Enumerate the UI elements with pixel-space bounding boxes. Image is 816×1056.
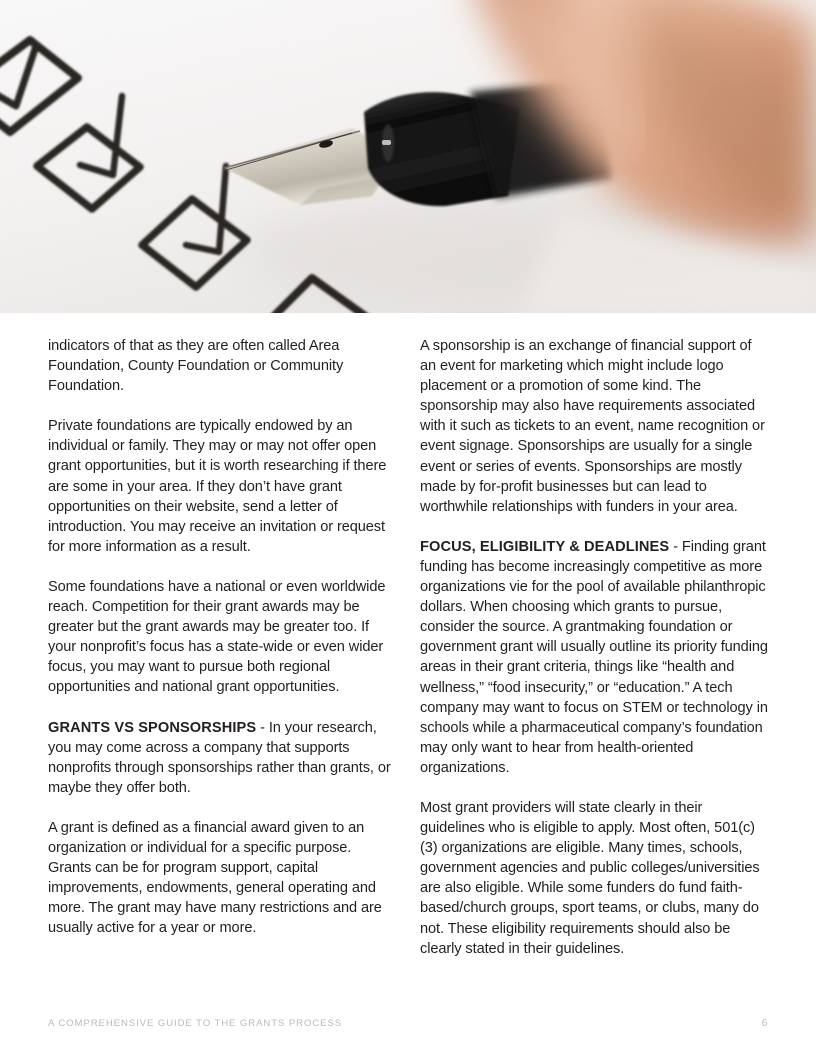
footer-document-title: A COMPREHENSIVE GUIDE TO THE GRANTS PROCESS	[48, 1018, 343, 1029]
paragraph: A grant is defined as a financial award given to an organization or individual for a specific purpose. Grants can be for program support, capital improvements, endowments, general operating and more. The grant may have many restrictions and are usually active for a year or more.	[48, 819, 382, 937]
section-heading-paragraph	[420, 537, 768, 778]
paragraph: Private foundations are typically endowed by an individual or family. They may or may not offer open grant opportunities, but it is worth researching if there are some in your area. If they don’t have grant opportunities on their website, send a letter of introduction. You may receive an invitation or request for more information as a result.	[48, 418, 387, 555]
section-heading-grants-vs-sponsorships: GRANTS VS SPONSORSHIPS	[48, 719, 257, 736]
left-column	[48, 336, 396, 959]
paragraph: Some foundations have a national or even worldwide reach. Competition for their grant awards may be greater but the grant awards may be greater too. If your nonprofit’s focus has a state-wide or even wider focus, you may want to pursue both regional opportunities and national grant opportunities.	[48, 578, 386, 696]
hero-image	[0, 0, 816, 313]
section-heading-focus-eligibility-deadlines: FOCUS, ELIGIBILITY & DEADLINES	[420, 538, 670, 555]
paragraph: A sponsorship is an exchange of financial support of an event for marketing which might include logo placement or a promotion of some kind. The sponsorship may also have requirements associated with it such as tickets to an event, name recognition or event signage. Sponsorships are usually for a single event or series of events. Sponsorships are mostly made by for-profit businesses but can lead to worthwhile relationships with funders in your area.	[420, 338, 765, 515]
pen-trim-ring	[382, 140, 391, 145]
paragraph: indicators of that as they are often called Area Foundation, County Foundation or Community Foundation.	[48, 338, 344, 395]
footer-page-number: 6	[761, 1017, 768, 1029]
right-column	[420, 336, 768, 959]
fountain-pen-checkbox-illustration	[0, 0, 816, 313]
page-footer	[48, 1017, 768, 1029]
article-body	[48, 336, 768, 959]
paragraph: Most grant providers will state clearly in their guidelines who is eligible to apply. Most often, 501(c)(3) organizations are eligible. Many times, schools, government agencies and public colleges/universities are also eligible. While some funders do fund faith-based/church groups, sport teams, or clubs, many do not. These eligibility requirements should also be clearly stated in their guidelines.	[420, 799, 760, 957]
section-heading-body: - In your research, you may come across a company that supports nonprofits through sponsorships rather than grants, or maybe they offer both.	[48, 719, 391, 796]
section-heading-paragraph	[48, 718, 396, 798]
section-heading-body: - Finding grant funding has become increasingly competitive as more organizations vie for the pool of available philanthropic dollars. When choosing which grants to pursue, consider the source. A grantmaking foundation or government grant will usually outline its priority funding areas in their grant criteria, things like “health and wellness,” “food insecurity,” or “education.” A tech company may want to focus on STEM or technology in schools while a pharmaceutical company’s foundation may only want to hear from health-oriented organizations.	[420, 538, 768, 776]
